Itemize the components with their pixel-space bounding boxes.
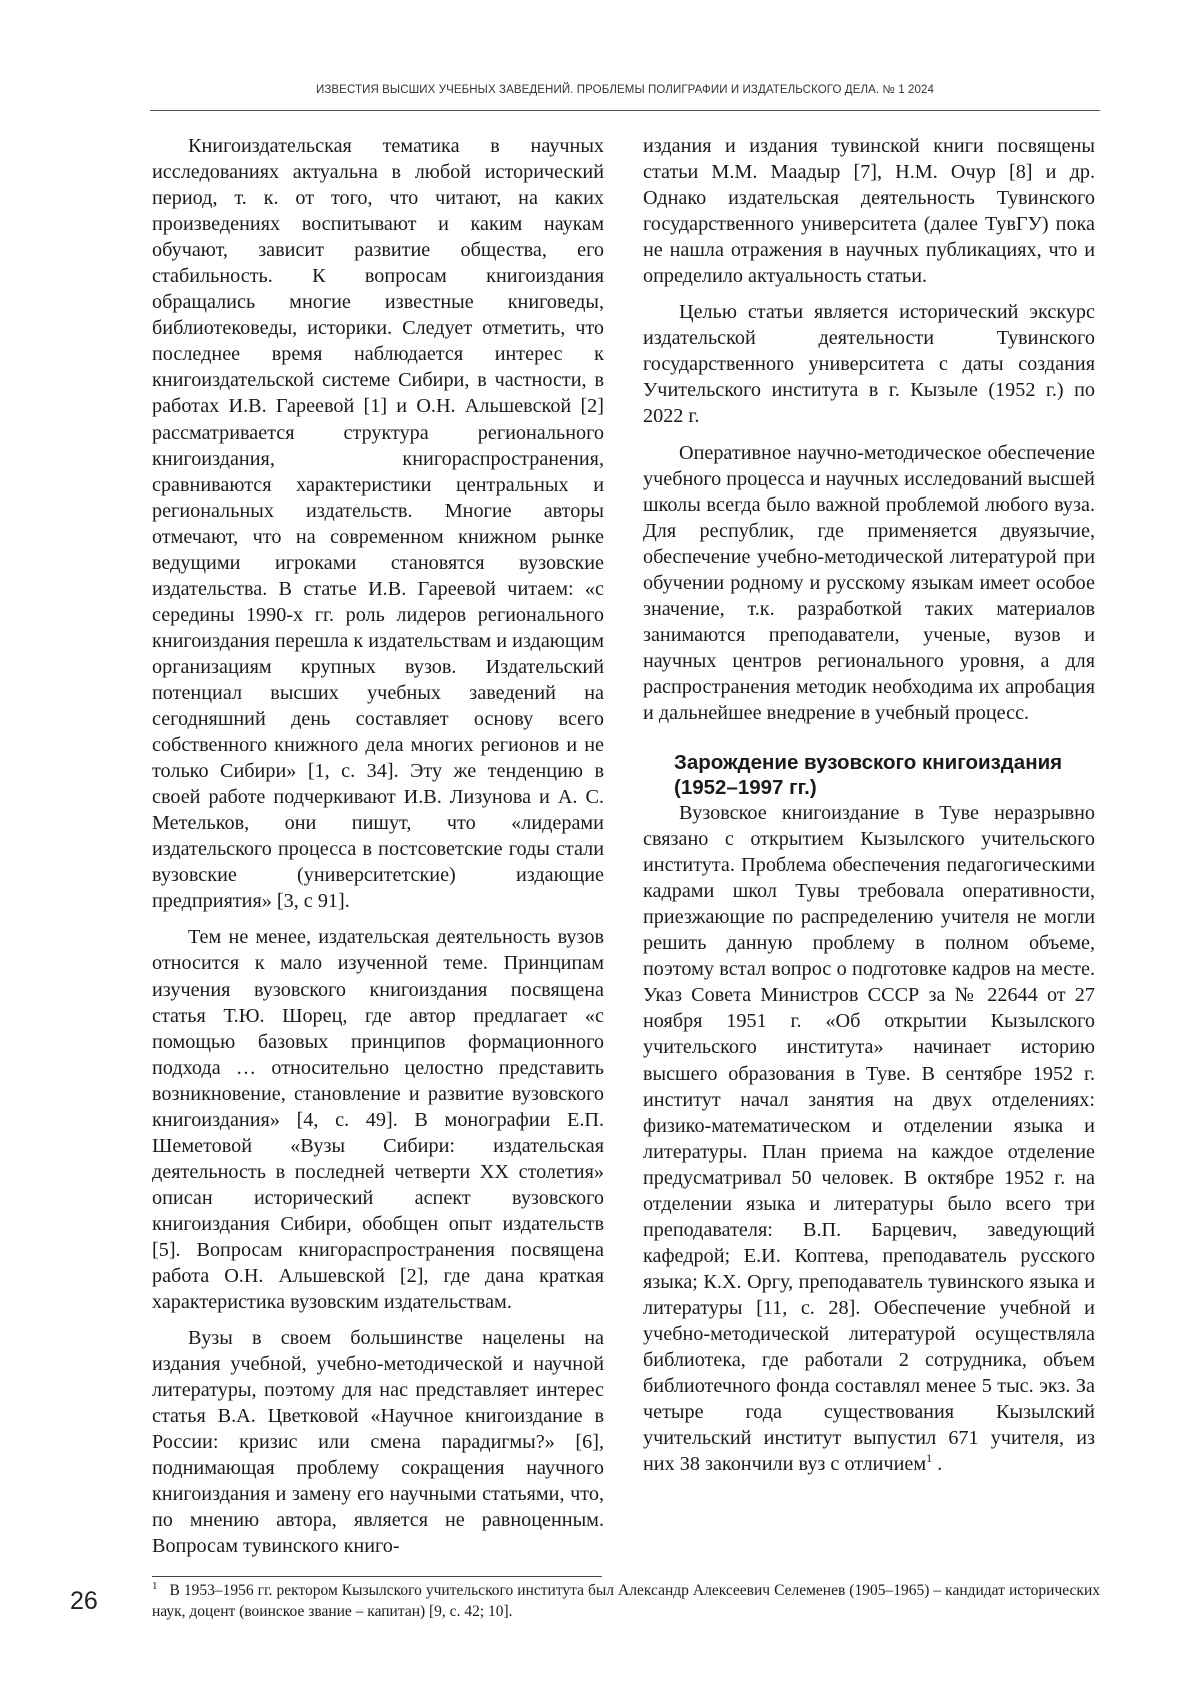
footnote-mark: 1 [152, 1580, 158, 1592]
section-heading: Зарождение вузовского книгоиздания (1952–1997 гг.) [674, 751, 1063, 800]
page-number: 26 [70, 1587, 98, 1615]
header-rule [150, 110, 1100, 111]
footnote-text: В 1953–1956 гг. ректором Кызылского учительского института был Александр Алексеевич Селеменев (1905–1965) – кандидат исторических наук, доцент (воинское звание – капитан) [9, с. 42; 10]. [152, 1582, 1100, 1620]
paragraph: Тем не менее, издательская деятельность вузов относится к мало изученной теме. Принципам изучения вузовского книгоиздания посвящена статья Т.Ю. Шорец, где автор предлагает «с помощью базовых принципов формационного подхода … относительно целостно представить возникновение, становление и развитие вузовского книгоиздания» [4, с. 49]. В монографии Е.П. Шеметовой «Вузы Сибири: издательская деятельность в последней четверти XX столетия» описан исторический аспект вузовского книгоиздания Сибири, обобщен опыт издательств [5]. Вопросам книгораспространения посвящена работа О.Н. Альшевской [2], где дана краткая характеристика вузовским издательствам. [152, 926, 604, 1314]
footnote-separator [152, 1576, 602, 1577]
paragraph: Книгоиздательская тематика в научных исследованиях актуальна в любой исторический период, т. к. от того, что читают, на каких произведениях воспитывают и каким наукам обучают, зависит развитие общества, его стабильность. К вопросам книгоиздания обращались многие известные книговеды, библиотековеды, историки. Следует отметить, что последнее время наблюдается интерес к книгоиздательской системе Сибири, в частности, в работах И.В. Гареевой [1] и О.Н. Альшевской [2] рассматривается структура регионального книгоиздания, книгораспространения, сравниваются характеристики центральных и региональных издательств. Многие авторы отмечают, что на современном книжном рынке ведущими игроками становятся вузовские издательства. В статье И.В. Гареевой читаем: «с середины 1990-х гг. роль лидеров регионального книгоиздания перешла к издательствам и издающим организациям крупных вузов. Издательский потенциал высших учебных заведений на сегодняшний день составляет основу всего собственного книжного дела многих регионов и не только Сибири» [1, с. 34]. Эту же тенденцию в своей работе подчеркивают И.В. Лизунова и А. С. Метельков, они пишут, что «лидерами издательского процесса в постсоветские годы стали вузовские (университетские) издающие предприятия» [3, с 91]. [152, 135, 604, 913]
section-paragraph [643, 800, 1095, 1477]
paragraph: Оперативное научно-методическое обеспечение учебного процесса и научных исследований высшей школы всегда было важной проблемой любого вуза. Для республик, где применяется двуязычие, обеспечение учебно-методической литературой при обучении родному и русскому языкам имеет особое значение, т.к. разработкой таких материалов занимаются преподаватели, ученые, вузов и научных центров регионального уровня, а для распространения методик необходима их апробация и дальнейшее внедрение в учебный процесс. [643, 441, 1095, 724]
paragraph-continuation: издания и издания тувинской книги посвящены статьи М.М. Маадыр [7], Н.М. Очур [8] и др. Однако издательская деятельность Тувинского государственного университета (далее ТувГУ) пока не нашла отражения в научных публикациях, что и определило актуальность статьи. [643, 135, 1095, 288]
paragraph: Вузы в своем большинстве нацелены на издания учебной, учебно-методической и научной литературы, поэтому для нас представляет интерес статья В.А. Цветковой «Научное книгоиздание в России: кризис или смена парадигмы?» [6], поднимающая проблему сокращения научного книгоиздания и замену его научными статьями, что, по мнению автора, является не равноценным. Вопросам тувинского книго- [152, 1327, 604, 1558]
sentence-end: . [932, 1453, 943, 1476]
footnote-reference[interactable]: 1 [926, 1451, 933, 1466]
footnote [152, 1581, 1100, 1621]
running-head: ИЗВЕСТИЯ ВЫСШИХ УЧЕБНЫХ ЗАВЕДЕНИЙ. ПРОБЛЕМЫ ПОЛИГРАФИИ И ИЗДАТЕЛЬСКОГО ДЕЛА. № 1 2024 [316, 84, 934, 96]
left-column [152, 133, 604, 1570]
paragraph: Целью статьи является исторический экскурс издательской деятельности Тувинского государственного университета с даты создания Учительского института в г. Кызыле (1952 г.) по 2022 г. [643, 301, 1095, 428]
section-paragraph-text: Вузовское книгоиздание в Туве неразрывно связано с открытием Кызылского учительского института. Проблема обеспечения педагогическими кадрами школ Тувы требовала оперативности, приезжающие по распределению учителя не могли решить данную проблему в полном объеме, поэтому встал вопрос о подготовке кадров на месте. Указ Совета Министров СССР за № 22644 от 27 ноября 1951 г. «Об открытии Кызылского учительского института» начинает историю высшего образования в Туве. В сентябре 1952 г. институт начал занятия на двух отделениях: физико-математическом и отделении языка и литературы. План приема на каждое отделение предусматривал 50 человек. В октябре 1952 г. на отделении языка и литературы было всего три преподавателя: В.П. Барцевич, заведующий кафедрой; Е.И. Коптева, преподаватель русского языка; К.Х. Оргу, преподаватель тувинского языка и литературы [11, с. 28]. Обеспечение учебной и учебно-методической литературой осуществляла библиотека, где работали 2 сотрудника, объем библиотечного фонда составлял менее 5 тыс. экз. За четыре года существования Кызылский учительский институт выпустил 671 учителя, из них 38 закончили вуз с отличием [643, 802, 1095, 1476]
right-column [643, 133, 1095, 1487]
